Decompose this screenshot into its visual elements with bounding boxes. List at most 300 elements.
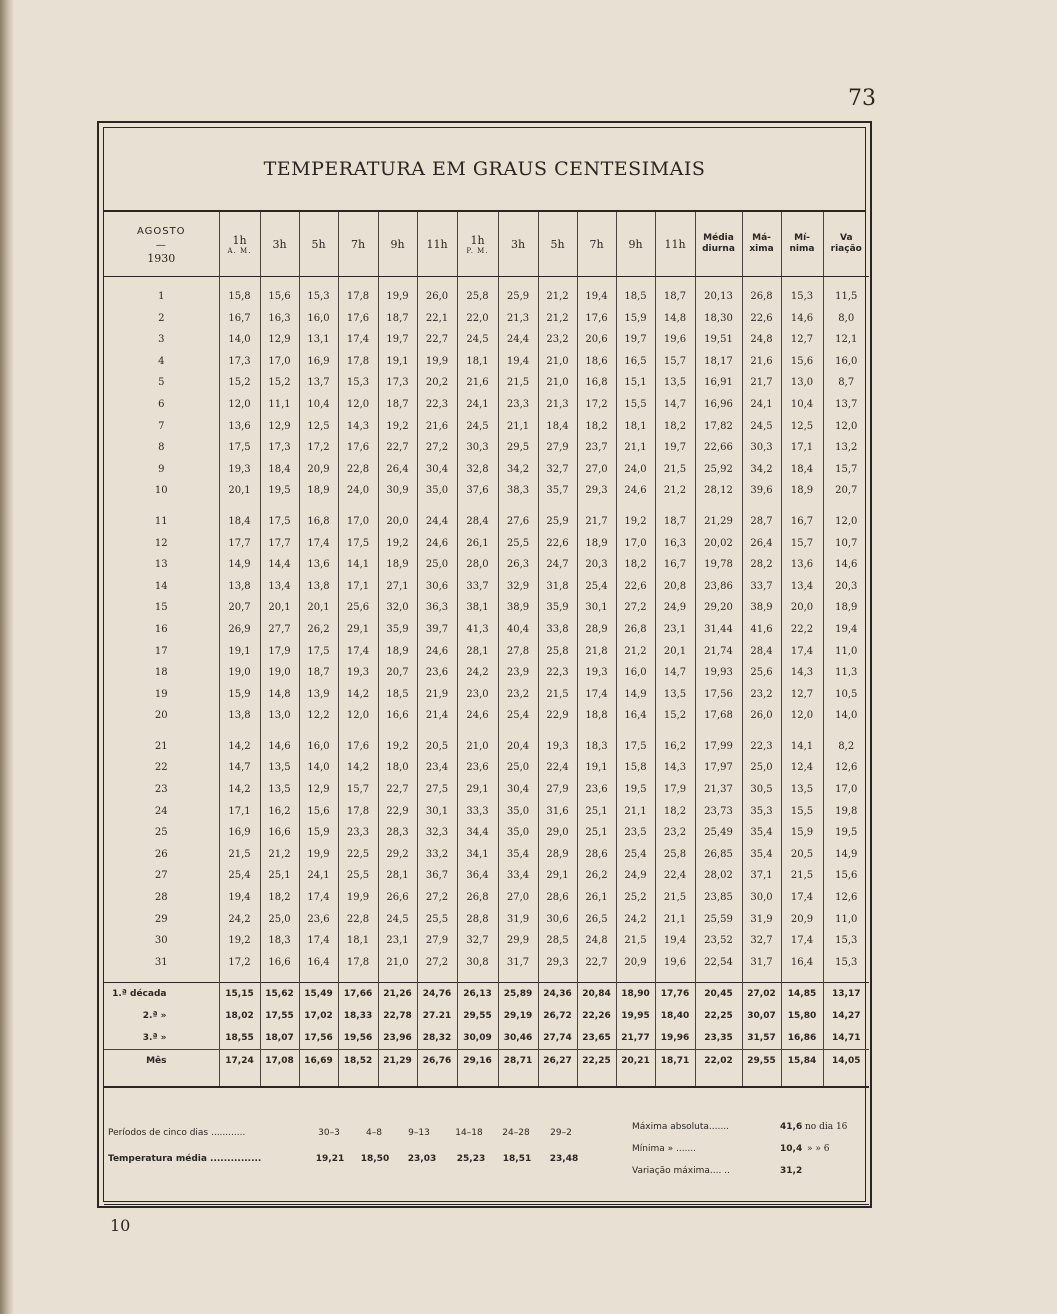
table-cell: 14,3 xyxy=(338,416,378,438)
table-cell: 22,3 xyxy=(538,662,577,684)
table-cell: 12,5 xyxy=(781,416,823,438)
table-cell: 30,5 xyxy=(742,779,781,801)
table-cell: 27,9 xyxy=(538,437,577,459)
table-cell: 24,8 xyxy=(577,930,616,952)
table-cell: 21,7 xyxy=(577,511,616,533)
table-cell: 30,9 xyxy=(378,480,417,502)
table-cell: 22,54 xyxy=(695,952,742,974)
table-cell: 24,7 xyxy=(538,554,577,576)
table-cell: 28,32 xyxy=(417,1027,457,1050)
table-cell: 27.21 xyxy=(417,1005,457,1027)
periodo-value: 24–28 xyxy=(502,1128,530,1138)
table-cell: 22,78 xyxy=(378,1005,417,1027)
header-minima: Mí- nima xyxy=(781,212,823,277)
table-cell: 19,2 xyxy=(378,533,417,555)
header-hour: 11h xyxy=(655,212,695,277)
table-cell: 16,7 xyxy=(781,511,823,533)
table-cell: 29,20 xyxy=(695,597,742,619)
table-cell: 21,8 xyxy=(577,641,616,663)
table-cell: 18,9 xyxy=(378,554,417,576)
table-cell: 28,12 xyxy=(695,480,742,502)
table-cell: 29,55 xyxy=(457,1005,498,1027)
periodo-value: 4–8 xyxy=(366,1128,382,1138)
table-cell: 24,6 xyxy=(616,480,655,502)
table-cell: 19,3 xyxy=(219,459,260,481)
table-cell: 13,8 xyxy=(299,576,338,598)
row-label: 6 xyxy=(158,398,165,410)
table-cell: 24,5 xyxy=(378,909,417,931)
table-cell: 15,8 xyxy=(219,286,260,308)
row-label: 3 xyxy=(158,334,165,346)
table-cell: 33,7 xyxy=(742,576,781,598)
table-cell: 27,2 xyxy=(417,887,457,909)
table-cell: 17,5 xyxy=(616,736,655,758)
table-cell: 15,1 xyxy=(616,372,655,394)
table-cell: 25,89 xyxy=(498,983,538,1006)
table-cell: 24,9 xyxy=(655,597,695,619)
table-cell: 23,73 xyxy=(695,801,742,823)
table-row xyxy=(104,801,869,823)
table-cell: 22,6 xyxy=(616,576,655,598)
table-cell: 22,4 xyxy=(538,757,577,779)
row-label: 29 xyxy=(154,913,168,925)
table-cell: 21,29 xyxy=(378,1050,417,1073)
table-cell: 19,4 xyxy=(823,619,869,641)
table-cell: 22,3 xyxy=(742,736,781,758)
table-row xyxy=(104,865,869,887)
table-cell: 16,6 xyxy=(378,705,417,727)
table-cell: 20,13 xyxy=(695,286,742,308)
table-cell: 13,17 xyxy=(823,983,869,1006)
table-cell: 18,9 xyxy=(299,480,338,502)
table-cell: 14,1 xyxy=(338,554,378,576)
table-row xyxy=(104,641,869,663)
table-cell: 13,4 xyxy=(781,576,823,598)
table-cell: 28,4 xyxy=(457,511,498,533)
table-cell: 30,46 xyxy=(498,1027,538,1050)
table-cell: 28,3 xyxy=(378,822,417,844)
table-cell: 29,1 xyxy=(338,619,378,641)
table-cell: 13,5 xyxy=(655,684,695,706)
table-cell: 26,1 xyxy=(577,887,616,909)
table-cell: 14,9 xyxy=(616,684,655,706)
table-cell: 19,3 xyxy=(338,662,378,684)
table-cell: 28,2 xyxy=(742,554,781,576)
table-cell: 10,7 xyxy=(823,533,869,555)
table-cell: 17,8 xyxy=(338,952,378,974)
table-cell: 19,5 xyxy=(616,779,655,801)
table-cell: 16,0 xyxy=(823,351,869,373)
table-cell: 41,3 xyxy=(457,619,498,641)
table-cell: 12,0 xyxy=(338,705,378,727)
table-cell: 27,9 xyxy=(417,930,457,952)
table-cell: 24,5 xyxy=(457,416,498,438)
table-cell: 37,1 xyxy=(742,865,781,887)
table-cell: 14,7 xyxy=(655,394,695,416)
row-label: 21 xyxy=(154,740,168,752)
table-cell: 13,6 xyxy=(219,416,260,438)
table-cell: 14,8 xyxy=(655,308,695,330)
table-cell: 22,9 xyxy=(538,705,577,727)
table-cell: 25,8 xyxy=(457,286,498,308)
table-cell: 12,2 xyxy=(299,705,338,727)
header-variacao: Va riação xyxy=(823,212,869,277)
header-hour: 7h xyxy=(577,212,616,277)
table-cell: 24,6 xyxy=(457,705,498,727)
table-cell: 12,9 xyxy=(260,416,299,438)
table-cell: 26,85 xyxy=(695,844,742,866)
table-cell: 18,71 xyxy=(655,1050,695,1073)
table-row xyxy=(104,372,869,394)
table-cell: 23,1 xyxy=(655,619,695,641)
table-cell: 24,76 xyxy=(417,983,457,1006)
table-cell: 25,4 xyxy=(616,844,655,866)
table-cell: 22,9 xyxy=(378,801,417,823)
table-row xyxy=(104,597,869,619)
table-cell: 26,76 xyxy=(417,1050,457,1073)
table-cell: 20,7 xyxy=(378,662,417,684)
row-label: 12 xyxy=(154,537,168,549)
table-cell: 26,1 xyxy=(457,533,498,555)
tmedia-value: 18,51 xyxy=(502,1154,532,1164)
table-cell: 30,6 xyxy=(538,909,577,931)
table-row xyxy=(104,887,869,909)
table-cell: 26,27 xyxy=(538,1050,577,1073)
row-label: 5 xyxy=(158,377,165,389)
table-cell: 21,0 xyxy=(378,952,417,974)
table-cell: 14,0 xyxy=(823,705,869,727)
table-cell: 14,2 xyxy=(338,684,378,706)
table-cell: 18,9 xyxy=(577,533,616,555)
table-cell: 20,1 xyxy=(299,597,338,619)
table-cell: 20,8 xyxy=(655,576,695,598)
table-row xyxy=(104,437,869,459)
table-cell: 24,6 xyxy=(417,533,457,555)
table-cell: 17,56 xyxy=(299,1027,338,1050)
table-cell: 35,7 xyxy=(538,480,577,502)
table-cell: 16,96 xyxy=(695,394,742,416)
table-cell: 17,76 xyxy=(655,983,695,1006)
row-label: 10 xyxy=(154,485,168,497)
table-cell: 14,2 xyxy=(338,757,378,779)
table-cell: 25,5 xyxy=(498,533,538,555)
table-cell: 16,7 xyxy=(655,554,695,576)
table-cell: 19,4 xyxy=(498,351,538,373)
table-row xyxy=(104,684,869,706)
table-cell: 35,4 xyxy=(742,822,781,844)
table-cell: 21,2 xyxy=(538,308,577,330)
table-cell: 14,27 xyxy=(823,1005,869,1027)
table-row xyxy=(104,662,869,684)
table-cell: 24,5 xyxy=(457,329,498,351)
table-cell: 25,4 xyxy=(498,705,538,727)
table-cell: 17,24 xyxy=(219,1050,260,1073)
table-cell: 29,5 xyxy=(498,437,538,459)
table-cell: 15,6 xyxy=(823,865,869,887)
table-cell: 17,1 xyxy=(338,576,378,598)
table-cell: 21,1 xyxy=(616,437,655,459)
table-cell: 15,80 xyxy=(781,1005,823,1027)
table-cell: 28,9 xyxy=(538,844,577,866)
table-cell: 20,3 xyxy=(823,576,869,598)
table-cell: 21,3 xyxy=(538,394,577,416)
table-cell: 24,1 xyxy=(742,394,781,416)
table-cell: 17,82 xyxy=(695,416,742,438)
table-cell: 23,3 xyxy=(498,394,538,416)
table-cell: 20,0 xyxy=(781,597,823,619)
table-cell: 28,71 xyxy=(498,1050,538,1073)
table-cell: 13,5 xyxy=(260,757,299,779)
table-cell: 18,2 xyxy=(655,416,695,438)
table-cell: 34,1 xyxy=(457,844,498,866)
table-cell: 15,6 xyxy=(299,801,338,823)
table-cell: 17,7 xyxy=(260,533,299,555)
table-cell: 31,6 xyxy=(538,801,577,823)
table-cell: 18,2 xyxy=(577,416,616,438)
table-cell: 18,33 xyxy=(338,1005,378,1027)
table-cell: 23,6 xyxy=(299,909,338,931)
table-cell: 21,5 xyxy=(616,930,655,952)
table-cell: 13,7 xyxy=(823,394,869,416)
table-cell: 28,4 xyxy=(742,641,781,663)
table-cell: 26,5 xyxy=(577,909,616,931)
table-cell: 23,2 xyxy=(498,684,538,706)
maxima-absoluta-value: 41,6 xyxy=(780,1122,803,1132)
table-cell: 32,7 xyxy=(742,930,781,952)
table-cell: 22,26 xyxy=(577,1005,616,1027)
table-cell: 30,3 xyxy=(742,437,781,459)
table-cell: 20,5 xyxy=(417,736,457,758)
table-cell: 21,0 xyxy=(457,736,498,758)
table-cell: 21,5 xyxy=(498,372,538,394)
table-cell: 26,0 xyxy=(742,705,781,727)
table-cell: 15,9 xyxy=(781,822,823,844)
table-cell: 17,4 xyxy=(781,887,823,909)
table-cell: 17,6 xyxy=(577,308,616,330)
table-cell: 15,8 xyxy=(616,757,655,779)
table-cell: 35,3 xyxy=(742,801,781,823)
table-cell: 14,05 xyxy=(823,1050,869,1073)
table-cell: 18,07 xyxy=(260,1027,299,1050)
table-cell: 15,62 xyxy=(260,983,299,1006)
table-cell: 19,2 xyxy=(378,736,417,758)
table-cell: 26,3 xyxy=(498,554,538,576)
table-cell: 17,3 xyxy=(219,351,260,373)
table-row xyxy=(104,930,869,952)
table-cell: 28,1 xyxy=(378,865,417,887)
row-label: 24 xyxy=(154,805,168,817)
table-cell: 15,7 xyxy=(338,779,378,801)
table-cell: 23,86 xyxy=(695,576,742,598)
table-cell: 21,5 xyxy=(219,844,260,866)
table-cell: 18,3 xyxy=(260,930,299,952)
row-label: 18 xyxy=(154,667,168,679)
row-label: 31 xyxy=(154,956,168,968)
table-cell: 36,4 xyxy=(457,865,498,887)
table-cell: 19,2 xyxy=(219,930,260,952)
table-cell: 17,9 xyxy=(260,641,299,663)
table-cell: 22,6 xyxy=(538,533,577,555)
table-cell: 14,0 xyxy=(219,329,260,351)
row-label: 13 xyxy=(154,559,168,571)
table-cell: 18,7 xyxy=(378,308,417,330)
table-cell: 19,56 xyxy=(338,1027,378,1050)
table-row xyxy=(104,822,869,844)
table-cell: 30,3 xyxy=(457,437,498,459)
table-cell: 24,0 xyxy=(616,459,655,481)
spacer-row xyxy=(104,727,869,736)
table-cell: 27,2 xyxy=(417,952,457,974)
table-cell: 17,6 xyxy=(338,437,378,459)
table-cell: 22,0 xyxy=(457,308,498,330)
table-cell: 16,3 xyxy=(260,308,299,330)
table-cell: 16,9 xyxy=(299,351,338,373)
table-cell: 14,6 xyxy=(260,736,299,758)
table-cell: 25,8 xyxy=(538,641,577,663)
table-cell: 38,9 xyxy=(498,597,538,619)
table-cell: 19,51 xyxy=(695,329,742,351)
table-cell: 17,97 xyxy=(695,757,742,779)
decade-summary-row xyxy=(104,983,869,1006)
table-cell: 21,6 xyxy=(457,372,498,394)
table-cell: 31,7 xyxy=(742,952,781,974)
table-cell: 21,7 xyxy=(742,372,781,394)
table-cell: 15,3 xyxy=(823,952,869,974)
table-cell: 15,84 xyxy=(781,1050,823,1073)
table-row xyxy=(104,329,869,351)
table-cell: 18,55 xyxy=(219,1027,260,1050)
table-cell: 16,3 xyxy=(655,533,695,555)
table-cell: 27,02 xyxy=(742,983,781,1006)
table-row xyxy=(104,619,869,641)
table-cell: 27,5 xyxy=(417,779,457,801)
table-cell: 16,6 xyxy=(260,952,299,974)
table-cell: 12,0 xyxy=(219,394,260,416)
table-cell: 26,8 xyxy=(616,619,655,641)
table-cell: 26,13 xyxy=(457,983,498,1006)
table-cell: 25,0 xyxy=(417,554,457,576)
table-cell: 15,15 xyxy=(219,983,260,1006)
row-label: 15 xyxy=(154,602,168,614)
table-cell: 30,0 xyxy=(742,887,781,909)
header-hour: 9h xyxy=(616,212,655,277)
decade-summary-row xyxy=(104,1005,869,1027)
table-cell: 17,5 xyxy=(260,511,299,533)
table-cell: 25,8 xyxy=(655,844,695,866)
table-cell: 21,2 xyxy=(538,286,577,308)
table-cell: 17,0 xyxy=(260,351,299,373)
table-cell: 28,9 xyxy=(577,619,616,641)
table-cell: 35,9 xyxy=(378,619,417,641)
periodos-label: Períodos de cinco dias ............ xyxy=(108,1128,246,1138)
table-cell: 22,2 xyxy=(781,619,823,641)
spacer-row xyxy=(104,502,869,511)
table-cell: 14,4 xyxy=(260,554,299,576)
table-cell: 25,5 xyxy=(338,865,378,887)
table-cell: 19,7 xyxy=(655,437,695,459)
table-cell: 29,9 xyxy=(498,930,538,952)
table-cell: 17,5 xyxy=(219,437,260,459)
table-cell: 27,9 xyxy=(538,779,577,801)
table-cell: 19,7 xyxy=(378,329,417,351)
table-cell: 20,2 xyxy=(417,372,457,394)
table-cell: 17,4 xyxy=(299,930,338,952)
table-cell: 27,0 xyxy=(577,459,616,481)
page-number: 73 xyxy=(848,86,876,111)
table-cell: 15,7 xyxy=(823,459,869,481)
table-cell: 31,9 xyxy=(498,909,538,931)
table-cell: 15,9 xyxy=(299,822,338,844)
table-cell: 20,4 xyxy=(498,736,538,758)
table-cell: 20,9 xyxy=(616,952,655,974)
table-cell: 40,4 xyxy=(498,619,538,641)
row-label: 1 xyxy=(158,291,165,302)
table-cell: 30,07 xyxy=(742,1005,781,1027)
table-cell: 24,0 xyxy=(338,480,378,502)
table-cell: 26,2 xyxy=(299,619,338,641)
table-cell: 19,1 xyxy=(577,757,616,779)
periodo-value: 29–2 xyxy=(550,1128,572,1138)
minima-value: 10,4 xyxy=(780,1144,803,1154)
table-cell: 22,25 xyxy=(577,1050,616,1073)
table-cell: 14,9 xyxy=(823,844,869,866)
tmedia-value: 19,21 xyxy=(315,1154,345,1164)
table-cell: 27,7 xyxy=(260,619,299,641)
table-cell: 23,52 xyxy=(695,930,742,952)
table-cell: 8,7 xyxy=(823,372,869,394)
table-cell: 18,4 xyxy=(219,511,260,533)
table-cell: 14,1 xyxy=(781,736,823,758)
table-cell: 20,6 xyxy=(577,329,616,351)
table-cell: 14,7 xyxy=(655,662,695,684)
month-summary-row xyxy=(104,1050,869,1073)
table-cell: 20,5 xyxy=(781,844,823,866)
page-title: TEMPERATURA EM GRAUS CENTESIMAIS xyxy=(104,128,865,212)
table-cell: 22,8 xyxy=(338,909,378,931)
table-cell: 26,0 xyxy=(417,286,457,308)
table-cell: 12,4 xyxy=(781,757,823,779)
table-cell: 41,6 xyxy=(742,619,781,641)
table-cell: 22,7 xyxy=(378,437,417,459)
table-cell: 23,7 xyxy=(577,437,616,459)
table-cell: 26,6 xyxy=(378,887,417,909)
header-hour: 1h P. M. xyxy=(457,212,498,277)
table-cell: 24,6 xyxy=(417,641,457,663)
table-cell: 26,72 xyxy=(538,1005,577,1027)
table-cell: 21,2 xyxy=(616,641,655,663)
table-cell: 21,9 xyxy=(417,684,457,706)
table-cell: 19,4 xyxy=(577,286,616,308)
table-cell: 33,2 xyxy=(417,844,457,866)
table-cell: 30,4 xyxy=(417,459,457,481)
table-cell: 25,9 xyxy=(538,511,577,533)
table-cell: 24,1 xyxy=(299,865,338,887)
table-cell: 35,0 xyxy=(498,801,538,823)
table-cell: 21,29 xyxy=(695,511,742,533)
table-cell: 20,9 xyxy=(781,909,823,931)
table-cell: 15,2 xyxy=(655,705,695,727)
variacao-maxima-label: Variação máxima.... .. xyxy=(632,1166,730,1176)
table-cell: 21,1 xyxy=(655,909,695,931)
header-hour: 7h xyxy=(338,212,378,277)
table-cell: 10,4 xyxy=(299,394,338,416)
table-cell: 39,6 xyxy=(742,480,781,502)
variacao-maxima-value: 31,2 xyxy=(780,1166,803,1176)
table-cell: 13,5 xyxy=(655,372,695,394)
table-cell: 39,7 xyxy=(417,619,457,641)
row-label: Mês xyxy=(104,1050,219,1073)
table-cell: 23,2 xyxy=(742,684,781,706)
